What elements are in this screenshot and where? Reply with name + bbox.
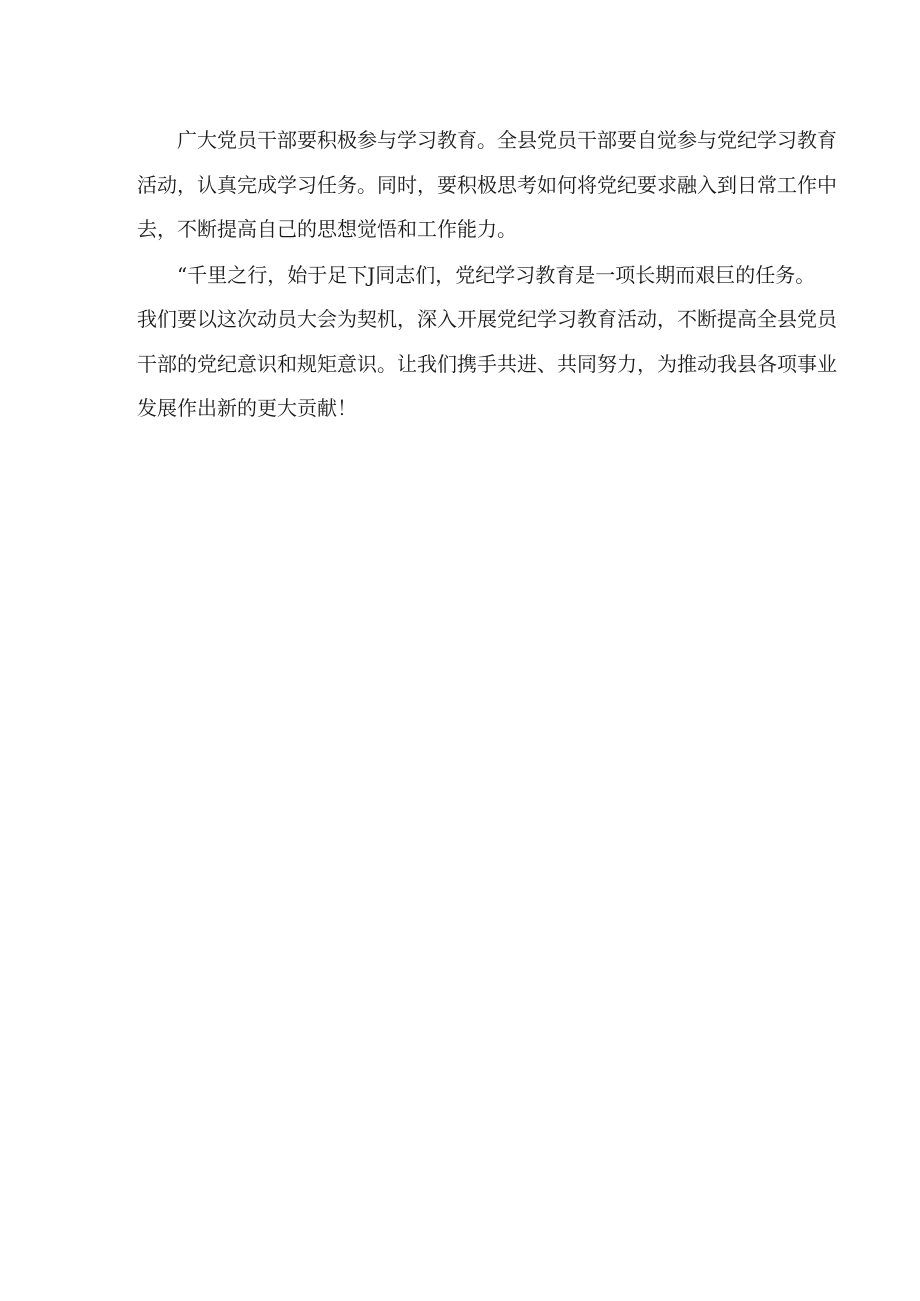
paragraph-1	[137, 118, 837, 252]
paragraph-line: 干部的党纪意识和规矩意识。让我们携手共进、共同努力，为推动我县各项事业	[137, 351, 837, 376]
paragraph-2	[137, 253, 837, 431]
paragraph-line: 我们要以这次动员大会为契机，深入开展党纪学习教育活动，不断提高全县党员	[137, 307, 837, 331]
paragraph-line: 活动，认真完成学习任务。同时，要积极思考如何将党纪要求融入到日常工作中	[137, 172, 837, 197]
paragraph-line: 广大党员干部要积极参与学习教育。全县党员干部要自觉参与党纪学习教育	[177, 128, 837, 152]
paragraph-line: 发展作出新的更大贡献！	[137, 396, 357, 420]
paragraph-line: 去，不断提高自己的思想觉悟和工作能力。	[137, 217, 517, 241]
paragraph-line: “千里之行，始于足下J同志们，党纪学习教育是一项长期而艰巨的任务。	[177, 262, 816, 287]
document-body	[137, 118, 837, 431]
